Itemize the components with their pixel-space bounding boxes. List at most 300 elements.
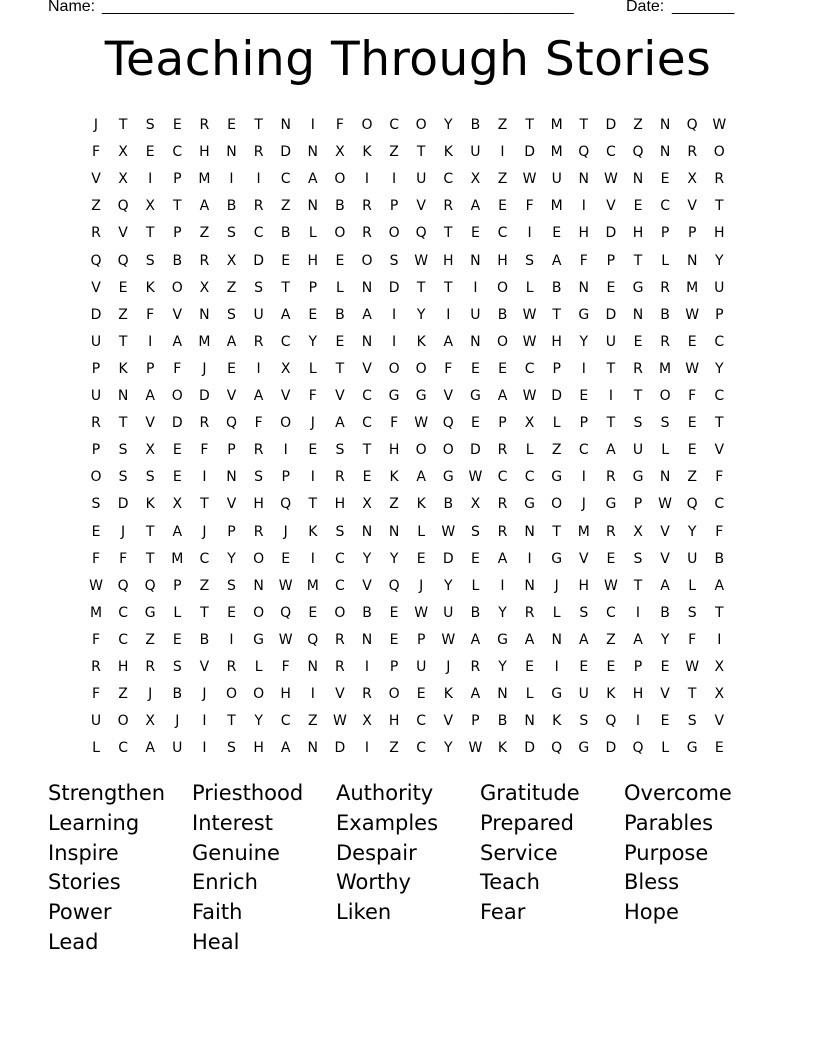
grid-letter[interactable]: W xyxy=(468,740,483,757)
grid-letter[interactable]: L xyxy=(417,523,426,540)
grid-letter[interactable]: N xyxy=(524,713,535,730)
grid-letter[interactable]: A xyxy=(226,333,237,350)
grid-letter[interactable]: Q xyxy=(90,252,102,269)
grid-letter[interactable]: L xyxy=(688,577,697,594)
grid-letter[interactable]: T xyxy=(687,686,697,703)
grid-letter[interactable]: D xyxy=(605,740,617,757)
grid-letter[interactable]: R xyxy=(660,279,670,296)
grid-letter[interactable]: T xyxy=(173,198,182,215)
grid-letter[interactable]: P xyxy=(173,171,182,188)
grid-letter[interactable]: S xyxy=(145,252,155,269)
grid-letter[interactable]: A xyxy=(470,686,481,703)
grid-letter[interactable]: N xyxy=(199,306,210,323)
grid-letter[interactable]: S xyxy=(579,713,589,730)
grid-letter[interactable]: B xyxy=(172,686,183,703)
grid-letter[interactable]: X xyxy=(362,496,372,513)
grid-letter[interactable]: N xyxy=(226,144,237,161)
grid-letter[interactable]: D xyxy=(442,550,454,567)
grid-letter[interactable]: B xyxy=(551,279,562,296)
grid-letter[interactable]: R xyxy=(497,496,508,513)
grid-letter[interactable]: S xyxy=(633,415,643,432)
grid-letter[interactable]: O xyxy=(713,144,725,161)
grid-letter[interactable]: F xyxy=(579,252,588,269)
grid-letter[interactable]: Q xyxy=(442,415,454,432)
grid-letter[interactable]: A xyxy=(524,631,535,648)
grid-letter[interactable]: Q xyxy=(632,144,644,161)
grid-letter[interactable]: P xyxy=(91,442,101,459)
grid-letter[interactable]: E xyxy=(172,469,182,486)
grid-letter[interactable]: T xyxy=(281,279,290,296)
grid-letter[interactable]: X xyxy=(145,198,155,215)
grid-letter[interactable]: E xyxy=(335,333,345,350)
grid-letter[interactable]: W xyxy=(658,496,673,513)
grid-letter[interactable]: E xyxy=(687,333,697,350)
grid-letter[interactable]: P xyxy=(660,225,670,242)
grid-letter[interactable]: P xyxy=(498,415,507,432)
grid-letter[interactable]: A xyxy=(606,442,616,459)
grid-letter[interactable]: V xyxy=(660,523,670,540)
grid-letter[interactable]: O xyxy=(496,333,509,350)
grid-letter[interactable]: C xyxy=(335,550,345,567)
grid-letter[interactable]: C xyxy=(362,388,372,404)
grid-letter[interactable]: T xyxy=(308,496,318,513)
grid-letter[interactable]: M xyxy=(89,604,103,621)
grid-letter[interactable]: W xyxy=(414,252,429,269)
grid-letter[interactable]: W xyxy=(278,577,293,594)
grid-letter[interactable]: P xyxy=(389,198,399,215)
grid-letter[interactable]: M xyxy=(198,333,211,350)
grid-letter[interactable]: B xyxy=(280,225,291,242)
grid-letter[interactable]: K xyxy=(606,686,616,703)
grid-letter[interactable]: V xyxy=(199,659,210,675)
grid-letter[interactable]: B xyxy=(470,117,481,133)
grid-letter[interactable]: B xyxy=(443,496,454,513)
grid-letter[interactable]: I xyxy=(256,360,261,377)
grid-letter[interactable]: F xyxy=(91,550,101,567)
grid-letter[interactable]: W xyxy=(522,171,537,188)
grid-letter[interactable]: I xyxy=(148,333,153,350)
grid-letter[interactable]: N xyxy=(632,171,644,188)
grid-letter[interactable]: R xyxy=(226,659,237,675)
grid-letter[interactable]: F xyxy=(173,360,182,377)
grid-letter[interactable]: X xyxy=(524,415,535,432)
grid-letter[interactable]: E xyxy=(335,252,345,269)
grid-letter[interactable]: P xyxy=(687,225,697,242)
grid-letter[interactable]: A xyxy=(145,388,155,404)
grid-letter[interactable]: O xyxy=(415,360,427,377)
grid-letter[interactable]: T xyxy=(579,117,589,133)
grid-letter[interactable]: M xyxy=(306,577,319,594)
grid-letter[interactable]: W xyxy=(522,333,537,350)
date-field[interactable]: _______ xyxy=(672,0,735,15)
grid-letter[interactable]: K xyxy=(389,469,399,486)
grid-letter[interactable]: I xyxy=(310,686,315,703)
grid-letter[interactable]: H xyxy=(334,496,346,513)
grid-letter[interactable]: V xyxy=(660,550,670,567)
grid-letter[interactable]: S xyxy=(660,415,670,432)
grid-letter[interactable]: C xyxy=(714,333,725,350)
grid-letter[interactable]: I xyxy=(283,442,288,459)
grid-letter[interactable]: H xyxy=(117,659,129,675)
grid-letter[interactable]: G xyxy=(524,496,536,513)
grid-letter[interactable]: Q xyxy=(280,496,292,513)
grid-letter[interactable]: J xyxy=(202,686,207,703)
grid-letter[interactable]: L xyxy=(173,604,182,621)
grid-letter[interactable]: S xyxy=(579,604,589,621)
grid-letter[interactable]: A xyxy=(280,306,291,323)
grid-letter[interactable]: I xyxy=(392,171,397,188)
grid-letter[interactable]: Y xyxy=(579,333,589,350)
grid-letter[interactable]: K xyxy=(308,523,318,540)
grid-letter[interactable]: D xyxy=(334,740,346,757)
grid-letter[interactable]: W xyxy=(89,577,103,594)
grid-letter[interactable]: N xyxy=(524,577,535,594)
grid-letter[interactable]: Z xyxy=(118,686,128,703)
grid-letter[interactable]: E xyxy=(687,415,697,432)
grid-letter[interactable]: D xyxy=(605,306,617,323)
grid-letter[interactable]: L xyxy=(308,225,317,242)
grid-letter[interactable]: U xyxy=(470,144,481,161)
grid-letter[interactable]: N xyxy=(361,333,373,350)
grid-letter[interactable]: M xyxy=(550,198,563,215)
grid-letter[interactable]: E xyxy=(281,252,291,269)
grid-letter[interactable]: H xyxy=(632,686,644,703)
grid-letter[interactable]: K xyxy=(443,686,453,703)
grid-letter[interactable]: R xyxy=(91,415,101,432)
grid-letter[interactable]: Q xyxy=(280,604,292,621)
grid-letter[interactable]: P xyxy=(281,469,290,486)
grid-letter[interactable]: N xyxy=(361,523,373,540)
grid-letter[interactable]: U xyxy=(416,171,427,188)
grid-letter[interactable]: O xyxy=(361,117,373,133)
grid-letter[interactable]: A xyxy=(145,740,155,757)
grid-letter[interactable]: D xyxy=(470,442,481,459)
grid-letter[interactable]: E xyxy=(470,225,480,242)
grid-letter[interactable]: P xyxy=(552,360,561,377)
grid-letter[interactable]: C xyxy=(524,360,535,377)
grid-letter[interactable]: X xyxy=(118,144,128,161)
grid-letter[interactable]: Y xyxy=(308,333,318,350)
grid-letter[interactable]: Y xyxy=(687,523,697,540)
grid-letter[interactable]: P xyxy=(173,225,182,242)
grid-letter[interactable]: P xyxy=(145,360,155,377)
grid-letter[interactable]: N xyxy=(361,279,373,296)
grid-letter[interactable]: N xyxy=(280,117,291,133)
grid-letter[interactable]: O xyxy=(334,171,346,188)
grid-letter[interactable]: V xyxy=(579,550,589,567)
grid-letter[interactable]: O xyxy=(171,388,183,404)
grid-letter[interactable]: G xyxy=(551,686,563,703)
grid-letter[interactable]: Z xyxy=(226,279,237,296)
grid-letter[interactable]: C xyxy=(118,631,128,648)
grid-letter[interactable]: G xyxy=(469,388,481,404)
grid-letter[interactable]: U xyxy=(90,333,102,350)
grid-letter[interactable]: D xyxy=(199,388,210,404)
grid-letter[interactable]: F xyxy=(281,659,290,675)
grid-letter[interactable]: A xyxy=(633,631,643,648)
grid-letter[interactable]: O xyxy=(415,442,427,459)
grid-letter[interactable]: S xyxy=(633,550,643,567)
grid-letter[interactable]: E xyxy=(172,442,182,459)
grid-letter[interactable]: M xyxy=(686,279,699,296)
grid-letter[interactable]: Y xyxy=(715,252,724,269)
grid-letter[interactable]: F xyxy=(146,306,155,323)
grid-letter[interactable]: D xyxy=(280,144,292,161)
grid-letter[interactable]: D xyxy=(388,279,400,296)
grid-letter[interactable]: T xyxy=(444,279,453,296)
grid-letter[interactable]: Y xyxy=(444,117,453,133)
grid-letter[interactable]: Y xyxy=(715,360,724,377)
grid-letter[interactable]: L xyxy=(525,279,534,296)
grid-letter[interactable]: O xyxy=(388,360,400,377)
grid-letter[interactable]: N xyxy=(497,686,508,703)
grid-letter[interactable]: H xyxy=(307,252,319,269)
grid-letter[interactable]: N xyxy=(307,198,319,215)
grid-letter[interactable]: R xyxy=(253,333,264,350)
grid-letter[interactable]: I xyxy=(392,306,397,323)
grid-letter[interactable]: B xyxy=(335,198,345,215)
grid-letter[interactable]: O xyxy=(90,469,102,486)
grid-letter[interactable]: W xyxy=(332,713,347,730)
grid-letter[interactable]: B xyxy=(497,306,508,323)
grid-letter[interactable]: J xyxy=(554,577,559,594)
grid-letter[interactable]: D xyxy=(253,252,264,269)
grid-letter[interactable]: E xyxy=(633,333,643,350)
grid-letter[interactable]: N xyxy=(551,631,562,648)
grid-letter[interactable]: M xyxy=(550,117,563,133)
grid-letter[interactable]: T xyxy=(552,306,561,323)
grid-letter[interactable]: O xyxy=(442,442,454,459)
grid-letter[interactable]: B xyxy=(226,198,237,215)
grid-letter[interactable]: P xyxy=(633,659,643,675)
grid-letter[interactable]: T xyxy=(145,550,155,567)
grid-letter[interactable]: I xyxy=(581,360,586,377)
grid-letter[interactable]: R xyxy=(660,333,670,350)
grid-letter[interactable]: V xyxy=(91,171,101,188)
grid-letter[interactable]: V xyxy=(362,360,372,377)
grid-letter[interactable]: C xyxy=(172,144,183,161)
grid-letter[interactable]: W xyxy=(522,388,537,404)
grid-letter[interactable]: N xyxy=(524,523,535,540)
grid-letter[interactable]: U xyxy=(90,713,102,730)
grid-letter[interactable]: B xyxy=(660,306,670,323)
grid-letter[interactable]: T xyxy=(335,360,345,377)
grid-letter[interactable]: E xyxy=(308,306,318,323)
grid-letter[interactable]: E xyxy=(281,550,291,567)
grid-letter[interactable]: P xyxy=(471,713,480,730)
grid-letter[interactable]: E xyxy=(633,198,643,215)
grid-letter[interactable]: E xyxy=(308,604,318,621)
grid-letter[interactable]: A xyxy=(362,306,372,323)
grid-letter[interactable]: K xyxy=(416,333,426,350)
grid-letter[interactable]: O xyxy=(334,225,346,242)
grid-letter[interactable]: V xyxy=(280,388,291,404)
grid-letter[interactable]: V xyxy=(714,713,725,730)
grid-letter[interactable]: V xyxy=(443,713,454,730)
grid-letter[interactable]: Z xyxy=(145,631,155,648)
grid-letter[interactable]: F xyxy=(390,415,399,432)
grid-letter[interactable]: W xyxy=(685,306,700,323)
grid-letter[interactable]: X xyxy=(118,171,128,188)
grid-letter[interactable]: V xyxy=(145,415,155,432)
grid-letter[interactable]: W xyxy=(685,659,700,675)
grid-letter[interactable]: E xyxy=(687,442,697,459)
grid-letter[interactable]: R xyxy=(606,469,616,486)
grid-letter[interactable]: E xyxy=(362,469,372,486)
grid-letter[interactable]: T xyxy=(525,117,534,133)
grid-letter[interactable]: S xyxy=(335,523,345,540)
grid-letter[interactable]: I xyxy=(364,740,370,757)
grid-letter[interactable]: T xyxy=(118,117,128,133)
grid-letter[interactable]: C xyxy=(443,171,454,188)
grid-letter[interactable]: T xyxy=(606,415,616,432)
grid-letter[interactable]: R xyxy=(145,659,156,675)
grid-letter[interactable]: H xyxy=(497,252,508,269)
grid-letter[interactable]: Q xyxy=(632,740,644,757)
grid-letter[interactable]: T xyxy=(118,415,128,432)
grid-letter[interactable]: J xyxy=(310,415,315,432)
grid-letter[interactable]: N xyxy=(578,171,590,188)
grid-letter[interactable]: E xyxy=(91,523,101,540)
grid-letter[interactable]: Y xyxy=(498,659,507,675)
grid-letter[interactable]: I xyxy=(446,306,451,323)
grid-letter[interactable]: I xyxy=(364,171,370,188)
grid-letter[interactable]: J xyxy=(175,713,180,730)
grid-letter[interactable]: M xyxy=(550,144,563,161)
grid-letter[interactable]: I xyxy=(229,631,234,648)
grid-letter[interactable]: X xyxy=(335,144,345,161)
grid-letter[interactable]: C xyxy=(199,550,210,567)
grid-letter[interactable]: K xyxy=(118,360,128,377)
grid-letter[interactable]: I xyxy=(635,713,641,730)
grid-letter[interactable]: R xyxy=(199,415,210,432)
grid-letter[interactable]: H xyxy=(443,252,454,269)
grid-letter[interactable]: I xyxy=(717,631,722,648)
grid-letter[interactable]: G xyxy=(415,388,427,404)
grid-letter[interactable]: I xyxy=(202,740,207,757)
grid-letter[interactable]: L xyxy=(254,659,263,675)
grid-letter[interactable]: K xyxy=(145,496,155,513)
grid-letter[interactable]: A xyxy=(443,333,454,350)
grid-letter[interactable]: U xyxy=(90,388,102,404)
grid-letter[interactable]: Z xyxy=(687,469,697,486)
grid-letter[interactable]: U xyxy=(253,306,264,323)
grid-letter[interactable]: N xyxy=(659,144,671,161)
grid-letter[interactable]: O xyxy=(253,604,265,621)
grid-letter[interactable]: I xyxy=(202,713,207,730)
grid-letter[interactable]: O xyxy=(171,279,183,296)
grid-letter[interactable]: E xyxy=(389,604,399,621)
grid-letter[interactable]: E xyxy=(227,360,236,377)
grid-letter[interactable]: R xyxy=(199,252,210,269)
grid-letter[interactable]: O xyxy=(361,252,373,269)
grid-letter[interactable]: H xyxy=(578,577,590,594)
grid-letter[interactable]: K xyxy=(362,144,372,161)
grid-letter[interactable]: F xyxy=(308,388,317,404)
grid-letter[interactable]: Z xyxy=(497,117,508,133)
grid-letter[interactable]: E xyxy=(552,225,562,242)
grid-letter[interactable]: J xyxy=(202,360,207,377)
grid-letter[interactable]: L xyxy=(525,442,534,459)
grid-letter[interactable]: B xyxy=(470,604,481,621)
grid-letter[interactable]: Z xyxy=(497,171,508,188)
grid-letter[interactable]: K xyxy=(145,279,155,296)
grid-letter[interactable]: S xyxy=(145,117,155,133)
grid-letter[interactable]: T xyxy=(444,225,453,242)
grid-letter[interactable]: U xyxy=(605,333,617,350)
grid-letter[interactable]: C xyxy=(606,604,616,621)
grid-letter[interactable]: R xyxy=(362,225,372,242)
grid-letter[interactable]: R xyxy=(362,686,372,703)
grid-letter[interactable]: U xyxy=(470,306,481,323)
grid-letter[interactable]: U xyxy=(443,604,454,621)
grid-letter[interactable]: Y xyxy=(660,631,670,648)
grid-letter[interactable]: R xyxy=(253,523,264,540)
grid-letter[interactable]: K xyxy=(552,713,562,730)
grid-letter[interactable]: T xyxy=(254,117,263,133)
grid-letter[interactable]: R xyxy=(253,198,264,215)
grid-letter[interactable]: B xyxy=(172,252,183,269)
grid-letter[interactable]: V xyxy=(416,198,426,215)
grid-letter[interactable]: B xyxy=(199,631,210,648)
grid-letter[interactable]: S xyxy=(118,442,128,459)
grid-letter[interactable]: I xyxy=(527,225,532,242)
grid-letter[interactable]: E xyxy=(660,659,670,675)
grid-letter[interactable]: E xyxy=(389,631,399,648)
grid-letter[interactable]: C xyxy=(606,144,616,161)
grid-letter[interactable]: Y xyxy=(227,550,236,567)
grid-letter[interactable]: I xyxy=(500,144,505,161)
grid-letter[interactable]: B xyxy=(497,713,508,730)
grid-letter[interactable]: F xyxy=(200,442,209,459)
grid-letter[interactable]: F xyxy=(91,686,101,703)
grid-letter[interactable]: V xyxy=(606,198,616,215)
grid-letter[interactable]: E xyxy=(606,659,616,675)
grid-letter[interactable]: W xyxy=(603,171,618,188)
grid-letter[interactable]: N xyxy=(253,577,264,594)
grid-letter[interactable]: P xyxy=(715,306,724,323)
grid-letter[interactable]: D xyxy=(524,144,535,161)
grid-letter[interactable]: T xyxy=(416,144,426,161)
grid-letter[interactable]: R xyxy=(362,198,372,215)
grid-letter[interactable]: T xyxy=(715,415,724,432)
grid-letter[interactable]: X xyxy=(145,713,155,730)
grid-letter[interactable]: L xyxy=(525,686,534,703)
grid-letter[interactable]: C xyxy=(416,740,427,757)
grid-letter[interactable]: D xyxy=(605,225,617,242)
grid-letter[interactable]: R xyxy=(443,198,454,215)
grid-letter[interactable]: I xyxy=(635,604,641,621)
grid-letter[interactable]: L xyxy=(308,360,317,377)
grid-letter[interactable]: F xyxy=(91,631,101,648)
grid-letter[interactable]: C xyxy=(362,415,372,432)
grid-letter[interactable]: H xyxy=(551,333,562,350)
grid-letter[interactable]: P xyxy=(227,523,236,540)
grid-letter[interactable]: D xyxy=(551,388,563,404)
grid-letter[interactable]: A xyxy=(253,388,264,404)
grid-letter[interactable]: B xyxy=(335,306,345,323)
grid-letter[interactable]: E xyxy=(498,198,507,215)
grid-letter[interactable]: D xyxy=(605,117,617,133)
grid-letter[interactable]: I xyxy=(581,469,586,486)
grid-letter[interactable]: O xyxy=(334,604,346,621)
grid-letter[interactable]: X xyxy=(172,496,183,513)
grid-letter[interactable]: E xyxy=(579,388,589,404)
grid-letter[interactable]: C xyxy=(280,713,291,730)
grid-letter[interactable]: F xyxy=(688,631,697,648)
grid-letter[interactable]: G xyxy=(253,631,265,648)
grid-letter[interactable]: Z xyxy=(308,713,318,730)
